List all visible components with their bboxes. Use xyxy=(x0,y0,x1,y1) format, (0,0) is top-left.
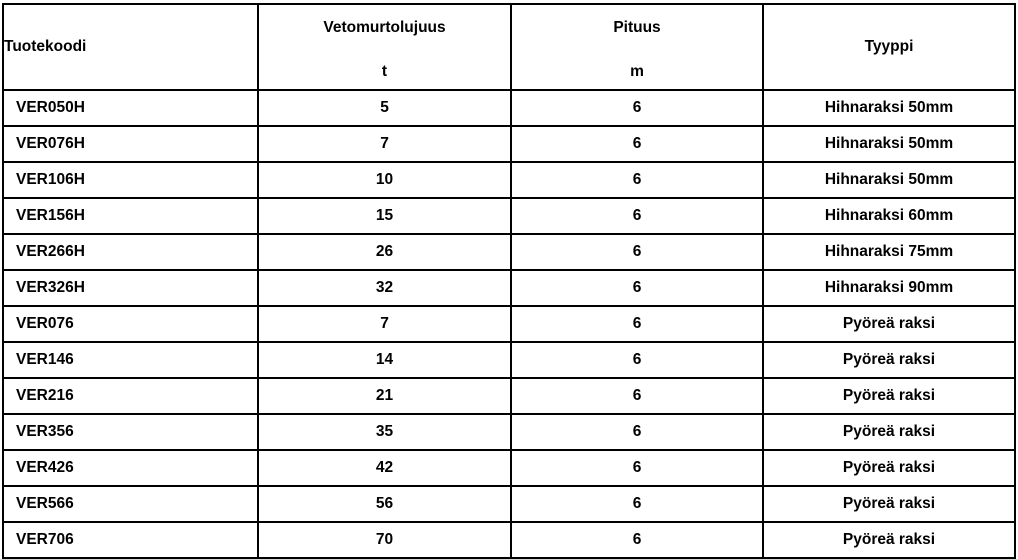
cell-type: Hihnaraksi 90mm xyxy=(763,270,1015,306)
cell-strength: 10 xyxy=(258,162,511,198)
cell-type: Hihnaraksi 50mm xyxy=(763,162,1015,198)
table-row xyxy=(3,306,1015,342)
column-header-tyyppi xyxy=(763,4,1015,90)
cell-length: 6 xyxy=(511,234,763,270)
table-row xyxy=(3,378,1015,414)
cell-product-code: VER706 xyxy=(3,522,258,558)
table-row xyxy=(3,162,1015,198)
column-header-pituus xyxy=(511,4,763,90)
column-header-pituus-unit: m xyxy=(630,63,644,81)
column-header-tyyppi-label: Tyyppi xyxy=(864,38,914,56)
table-row xyxy=(3,486,1015,522)
cell-strength: 7 xyxy=(258,126,511,162)
cell-length: 6 xyxy=(511,306,763,342)
cell-type: Pyöreä raksi xyxy=(763,450,1015,486)
table-row xyxy=(3,450,1015,486)
cell-strength: 32 xyxy=(258,270,511,306)
cell-product-code: VER266H xyxy=(3,234,258,270)
cell-product-code: VER076 xyxy=(3,306,258,342)
cell-length: 6 xyxy=(511,198,763,234)
cell-type: Pyöreä raksi xyxy=(763,486,1015,522)
table-row xyxy=(3,414,1015,450)
cell-product-code: VER050H xyxy=(3,90,258,126)
cell-strength: 35 xyxy=(258,414,511,450)
cell-strength: 7 xyxy=(258,306,511,342)
column-header-vetomurtolujuus-label: Vetomurtolujuus xyxy=(323,19,446,36)
cell-product-code: VER146 xyxy=(3,342,258,378)
table-row xyxy=(3,90,1015,126)
cell-length: 6 xyxy=(511,90,763,126)
table-body xyxy=(3,90,1015,558)
cell-product-code: VER356 xyxy=(3,414,258,450)
cell-length: 6 xyxy=(511,270,763,306)
cell-type: Pyöreä raksi xyxy=(763,342,1015,378)
cell-strength: 56 xyxy=(258,486,511,522)
cell-type: Pyöreä raksi xyxy=(763,378,1015,414)
cell-strength: 15 xyxy=(258,198,511,234)
column-header-tuotekoodi-label: Tuotekoodi xyxy=(4,38,87,56)
cell-product-code: VER566 xyxy=(3,486,258,522)
cell-type: Hihnaraksi 60mm xyxy=(763,198,1015,234)
cell-type: Pyöreä raksi xyxy=(763,522,1015,558)
table-row xyxy=(3,522,1015,558)
cell-product-code: VER216 xyxy=(3,378,258,414)
cell-length: 6 xyxy=(511,450,763,486)
table-header-row xyxy=(3,4,1015,90)
cell-strength: 14 xyxy=(258,342,511,378)
table-row xyxy=(3,270,1015,306)
table-header xyxy=(3,4,1015,90)
cell-product-code: VER076H xyxy=(3,126,258,162)
column-header-tuotekoodi xyxy=(3,4,258,90)
cell-strength: 26 xyxy=(258,234,511,270)
cell-type: Hihnaraksi 50mm xyxy=(763,126,1015,162)
cell-product-code: VER326H xyxy=(3,270,258,306)
cell-product-code: VER426 xyxy=(3,450,258,486)
cell-type: Hihnaraksi 75mm xyxy=(763,234,1015,270)
cell-strength: 70 xyxy=(258,522,511,558)
cell-type: Pyöreä raksi xyxy=(763,306,1015,342)
cell-length: 6 xyxy=(511,342,763,378)
cell-type: Pyöreä raksi xyxy=(763,414,1015,450)
table-row xyxy=(3,126,1015,162)
cell-product-code: VER156H xyxy=(3,198,258,234)
cell-length: 6 xyxy=(511,486,763,522)
column-header-pituus-label: Pituus xyxy=(613,19,661,36)
cell-type: Hihnaraksi 50mm xyxy=(763,90,1015,126)
cell-length: 6 xyxy=(511,522,763,558)
cell-product-code: VER106H xyxy=(3,162,258,198)
table-row xyxy=(3,198,1015,234)
table-row xyxy=(3,342,1015,378)
cell-length: 6 xyxy=(511,414,763,450)
product-spec-table xyxy=(2,3,1016,559)
cell-strength: 21 xyxy=(258,378,511,414)
cell-length: 6 xyxy=(511,162,763,198)
cell-length: 6 xyxy=(511,378,763,414)
cell-strength: 5 xyxy=(258,90,511,126)
cell-strength: 42 xyxy=(258,450,511,486)
cell-length: 6 xyxy=(511,126,763,162)
column-header-vetomurtolujuus xyxy=(258,4,511,90)
table-row xyxy=(3,234,1015,270)
column-header-vetomurtolujuus-unit: t xyxy=(381,63,388,81)
